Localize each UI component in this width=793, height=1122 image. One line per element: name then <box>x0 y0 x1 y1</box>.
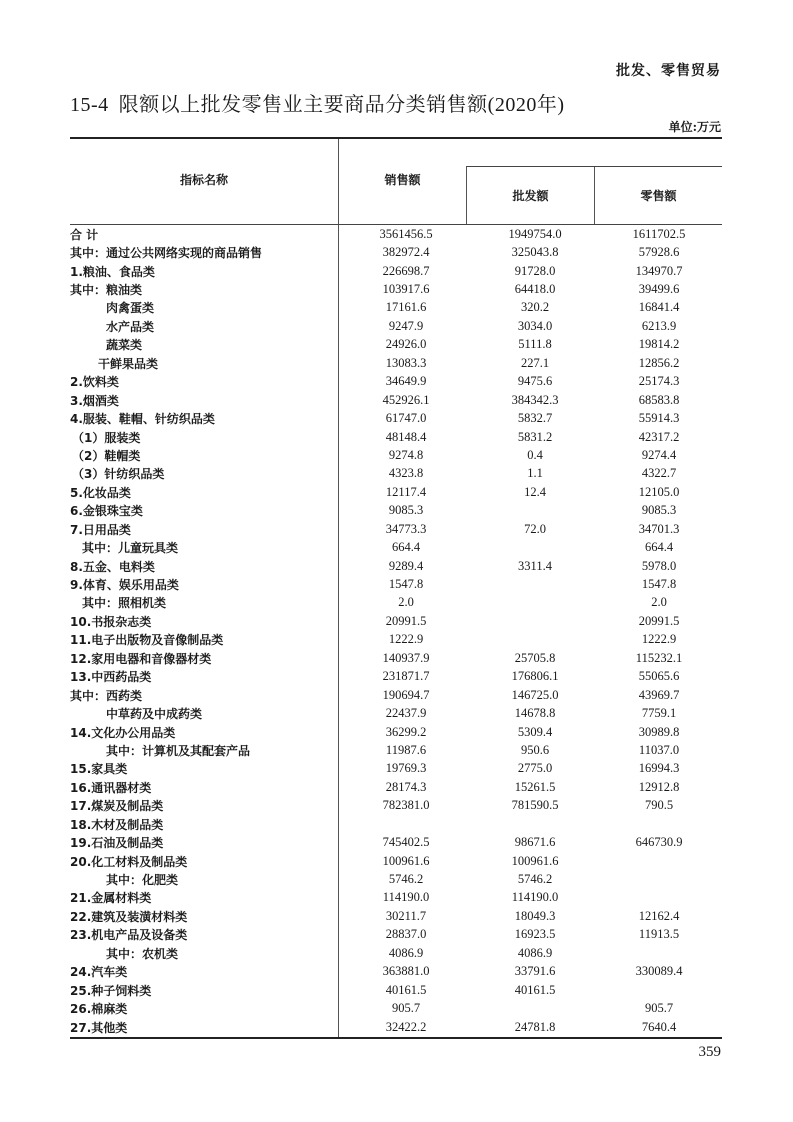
retail-value: 134970.7 <box>635 263 683 278</box>
retail-value: 7640.4 <box>641 1019 677 1034</box>
sales-value: 40161.5 <box>385 982 427 997</box>
row-label: 3.烟酒类 <box>70 393 119 408</box>
page-title <box>70 88 565 117</box>
wholesale-value: 1949754.0 <box>508 226 562 241</box>
row-label: 16.通讯器材类 <box>70 780 152 795</box>
wholesale-value: 16923.5 <box>514 927 556 942</box>
table-row <box>70 815 722 833</box>
sales-value: 24926.0 <box>385 337 427 352</box>
table-row <box>70 649 722 667</box>
page-number: 359 <box>698 1044 721 1060</box>
wholesale-value: 64418.0 <box>514 282 556 297</box>
wholesale-value: 25705.8 <box>514 650 556 665</box>
retail-value: 57928.6 <box>638 245 680 260</box>
table-row <box>70 1018 722 1036</box>
sales-value: 13083.3 <box>385 355 427 370</box>
wholesale-value: 4086.9 <box>517 945 553 960</box>
sales-value: 3561456.5 <box>379 226 433 241</box>
wholesale-value: 3311.4 <box>518 558 552 573</box>
table-row <box>70 833 722 851</box>
row-label: 其中：照相机类 <box>82 596 167 611</box>
header-wholesale: 批发额 <box>512 189 549 203</box>
row-label: （2）鞋帽类 <box>72 448 141 463</box>
table-row <box>70 225 722 243</box>
row-label: 合 计 <box>70 227 99 242</box>
retail-value: 6213.9 <box>641 318 677 333</box>
wholesale-value: 18049.3 <box>514 908 556 923</box>
wholesale-value: 72.0 <box>524 521 546 536</box>
retail-value: 2.0 <box>651 595 667 610</box>
sales-value: 11987.6 <box>385 742 427 757</box>
table-row <box>70 243 722 261</box>
retail-value: 39499.6 <box>638 282 680 297</box>
retail-value: 5978.0 <box>641 558 677 573</box>
sales-value: 30211.7 <box>385 908 427 923</box>
table-row <box>70 999 722 1017</box>
table-row <box>70 317 722 335</box>
row-label: 21.金属材料类 <box>70 891 152 906</box>
wholesale-value: 227.1 <box>520 355 550 370</box>
table-row <box>70 538 722 556</box>
row-label: 22.建筑及装潢材料类 <box>70 909 188 924</box>
retail-value: 43969.7 <box>638 687 680 702</box>
header-indicator-name: 指标名称 <box>179 173 228 187</box>
sales-value: 9289.4 <box>388 558 424 573</box>
sales-value: 745402.5 <box>382 835 430 850</box>
wholesale-value: 3034.0 <box>517 318 553 333</box>
sales-value: 36299.2 <box>385 724 427 739</box>
retail-value: 68583.8 <box>638 392 680 407</box>
table-row <box>70 631 722 649</box>
table-row <box>70 686 722 704</box>
table-row <box>70 889 722 907</box>
sales-value: 9274.8 <box>388 447 424 462</box>
sales-value: 9247.9 <box>388 318 424 333</box>
retail-value: 55065.6 <box>638 669 680 684</box>
row-label: 26.棉麻类 <box>70 1002 128 1017</box>
sales-value: 1547.8 <box>388 577 424 592</box>
row-label: 水产品类 <box>106 319 155 334</box>
sales-value: 32422.2 <box>385 1019 427 1034</box>
sales-value: 34649.9 <box>385 374 427 389</box>
sales-value: 103917.6 <box>382 282 430 297</box>
sales-value: 664.4 <box>391 540 421 555</box>
retail-value: 1547.8 <box>641 577 677 592</box>
row-label: （1）服装类 <box>72 430 141 445</box>
table-row <box>70 428 722 446</box>
row-label: 4.服装、鞋帽、针纺织品类 <box>70 412 215 427</box>
sales-value: 19769.3 <box>385 761 427 776</box>
row-label: 2.饮料类 <box>70 375 119 390</box>
retail-value: 790.5 <box>644 798 674 813</box>
retail-value: 16994.3 <box>638 761 680 776</box>
row-label: 12.家用电器和音像器材类 <box>70 651 212 666</box>
sales-value: 48148.4 <box>385 429 427 444</box>
sales-value: 231871.7 <box>382 669 430 684</box>
row-label: 27.其他类 <box>70 1020 128 1035</box>
sales-value: 4086.9 <box>388 945 424 960</box>
table-row <box>70 612 722 630</box>
row-label: 中草药及中成药类 <box>106 707 203 722</box>
sales-value: 34773.3 <box>385 521 427 536</box>
wholesale-value: 5111.8 <box>518 337 552 352</box>
retail-value: 11913.5 <box>638 927 680 942</box>
section-header: 批发、零售贸易 <box>616 63 721 79</box>
table-row <box>70 446 722 464</box>
sales-value: 114190.0 <box>382 890 430 905</box>
retail-value: 7759.1 <box>641 706 677 721</box>
retail-value: 330089.4 <box>635 964 683 979</box>
retail-value: 9085.3 <box>641 503 677 518</box>
sales-value: 17161.6 <box>385 300 427 315</box>
retail-value: 12856.2 <box>638 355 680 370</box>
retail-value: 646730.9 <box>635 835 683 850</box>
row-label: 23.机电产品及设备类 <box>70 928 188 943</box>
wholesale-value: 781590.5 <box>511 798 559 813</box>
table-row <box>70 502 722 520</box>
wholesale-value: 5831.2 <box>517 429 553 444</box>
sales-value: 9085.3 <box>388 503 424 518</box>
row-label: 14.文化办公用品类 <box>70 725 176 740</box>
row-label: 6.金银珠宝类 <box>70 504 143 519</box>
table-row <box>70 870 722 888</box>
sales-value: 5746.2 <box>388 872 424 887</box>
wholesale-value: 15261.5 <box>514 779 556 794</box>
table-row <box>70 520 722 538</box>
wholesale-value: 9475.6 <box>517 374 553 389</box>
row-label: 10.书报杂志类 <box>70 614 152 629</box>
table-row <box>70 778 722 796</box>
table-row <box>70 594 722 612</box>
retail-value: 115232.1 <box>635 650 683 665</box>
row-label: 5.化妆品类 <box>70 485 131 500</box>
row-label: 11.电子出版物及音像制品类 <box>70 633 224 648</box>
sales-value: 2.0 <box>398 595 414 610</box>
wholesale-value: 5309.4 <box>517 724 553 739</box>
unit-label: 单位:万元 <box>668 120 721 134</box>
table-row <box>70 280 722 298</box>
row-label: 1.粮油、食品类 <box>70 264 155 279</box>
retail-value: 19814.2 <box>638 337 680 352</box>
retail-value: 25174.3 <box>638 374 680 389</box>
retail-value: 16841.4 <box>638 300 680 315</box>
table-body <box>70 225 722 1039</box>
row-label: 15.家具类 <box>70 762 128 777</box>
sales-value: 4323.8 <box>388 466 424 481</box>
wholesale-value: 24781.8 <box>514 1019 556 1034</box>
sales-value: 382972.4 <box>382 245 430 260</box>
table-row <box>70 262 722 280</box>
sales-value: 226698.7 <box>382 263 430 278</box>
wholesale-value: 100961.6 <box>511 853 559 868</box>
table-row <box>70 391 722 409</box>
table-row <box>70 944 722 962</box>
header-subgroup <box>466 166 722 224</box>
table-row <box>70 852 722 870</box>
row-label: 其中：通过公共网络实现的商品销售 <box>70 246 263 261</box>
retail-value: 12912.8 <box>638 779 680 794</box>
row-label: 蔬菜类 <box>106 338 143 353</box>
sales-value: 190694.7 <box>382 687 430 702</box>
row-label: 干鲜果品类 <box>98 356 159 371</box>
row-label: 20.化工材料及制品类 <box>70 854 188 869</box>
wholesale-value: 320.2 <box>520 300 550 315</box>
row-label: 9.体育、娱乐用品类 <box>70 578 179 593</box>
row-label: 其中：计算机及其配套产品 <box>106 743 251 758</box>
table-row <box>70 557 722 575</box>
retail-value: 20991.5 <box>638 613 680 628</box>
wholesale-value: 91728.0 <box>514 263 556 278</box>
wholesale-value: 950.6 <box>520 742 550 757</box>
table-row <box>70 963 722 981</box>
wholesale-value: 176806.1 <box>511 669 559 684</box>
retail-value: 34701.3 <box>638 521 680 536</box>
retail-value: 905.7 <box>644 1001 674 1016</box>
sales-value: 28837.0 <box>385 927 427 942</box>
row-label: 肉禽蛋类 <box>106 301 155 316</box>
sales-value: 140937.9 <box>382 650 430 665</box>
wholesale-value: 114190.0 <box>511 890 559 905</box>
header-sales: 销售额 <box>338 139 466 224</box>
row-label: 其中：西药类 <box>70 688 143 703</box>
retail-value: 4322.7 <box>641 466 677 481</box>
retail-value: 1222.9 <box>641 632 677 647</box>
retail-value: 1611702.5 <box>632 226 686 241</box>
wholesale-value: 12.4 <box>524 484 546 499</box>
wholesale-value: 98671.6 <box>514 835 556 850</box>
retail-value: 30989.8 <box>638 724 680 739</box>
row-label: 13.中西药品类 <box>70 670 152 685</box>
table-row <box>70 926 722 944</box>
table-header <box>70 137 722 225</box>
table-row <box>70 336 722 354</box>
row-label: 24.汽车类 <box>70 965 128 980</box>
wholesale-value: 5832.7 <box>517 411 553 426</box>
wholesale-value: 146725.0 <box>511 687 559 702</box>
row-label: 7.日用品类 <box>70 522 131 537</box>
sales-value: 1222.9 <box>388 632 424 647</box>
wholesale-value: 325043.8 <box>511 245 559 260</box>
row-label: 25.种子饲料类 <box>70 983 152 998</box>
sales-value: 452926.1 <box>382 392 430 407</box>
sales-value: 100961.6 <box>382 853 430 868</box>
table-row <box>70 797 722 815</box>
table-row <box>70 373 722 391</box>
wholesale-value: 0.4 <box>527 447 543 462</box>
table-row <box>70 741 722 759</box>
sales-value: 22437.9 <box>385 706 427 721</box>
table-row <box>70 907 722 925</box>
row-label: 8.五金、电料类 <box>70 559 155 574</box>
row-label: 其中：化肥类 <box>106 873 179 888</box>
table-row <box>70 668 722 686</box>
row-label: （3）针纺织品类 <box>72 467 165 482</box>
table-row <box>70 354 722 372</box>
table-row <box>70 575 722 593</box>
table-row <box>70 981 722 999</box>
sales-value: 20991.5 <box>385 613 427 628</box>
wholesale-value: 5746.2 <box>517 872 553 887</box>
retail-value: 9274.4 <box>641 447 677 462</box>
row-label: 其中：农机类 <box>106 946 179 961</box>
retail-value: 664.4 <box>644 540 674 555</box>
table-row <box>70 723 722 741</box>
table-row <box>70 465 722 483</box>
wholesale-value: 33791.6 <box>514 964 556 979</box>
table-row <box>70 704 722 722</box>
sales-value: 363881.0 <box>382 964 430 979</box>
table-row <box>70 760 722 778</box>
wholesale-value: 40161.5 <box>514 982 556 997</box>
sales-value: 61747.0 <box>385 411 427 426</box>
table-number: 15-4 <box>70 94 109 116</box>
table-row <box>70 299 722 317</box>
row-label: 其中：粮油类 <box>70 283 143 298</box>
table-row <box>70 483 722 501</box>
row-label: 17.煤炭及制品类 <box>70 799 164 814</box>
retail-value: 12162.4 <box>638 908 680 923</box>
wholesale-value: 2775.0 <box>517 761 553 776</box>
retail-value: 12105.0 <box>638 484 680 499</box>
retail-value: 55914.3 <box>638 411 680 426</box>
retail-value: 42317.2 <box>638 429 680 444</box>
sales-table <box>70 137 722 1039</box>
retail-value: 11037.0 <box>638 742 680 757</box>
sales-value: 12117.4 <box>385 484 427 499</box>
sales-value: 905.7 <box>391 1001 421 1016</box>
table-title-text: 限额以上批发零售业主要商品分类销售额(2020年) <box>118 94 565 116</box>
wholesale-value: 384342.3 <box>511 392 559 407</box>
header-retail: 零售额 <box>594 167 722 224</box>
row-label: 18.木材及制品类 <box>70 817 164 832</box>
wholesale-value: 14678.8 <box>514 706 556 721</box>
wholesale-value: 1.1 <box>527 466 543 481</box>
table-row <box>70 409 722 427</box>
sales-value: 782381.0 <box>382 798 430 813</box>
sales-value: 28174.3 <box>385 779 427 794</box>
row-label: 19.石油及制品类 <box>70 836 164 851</box>
row-label: 其中：儿童玩具类 <box>82 541 179 556</box>
